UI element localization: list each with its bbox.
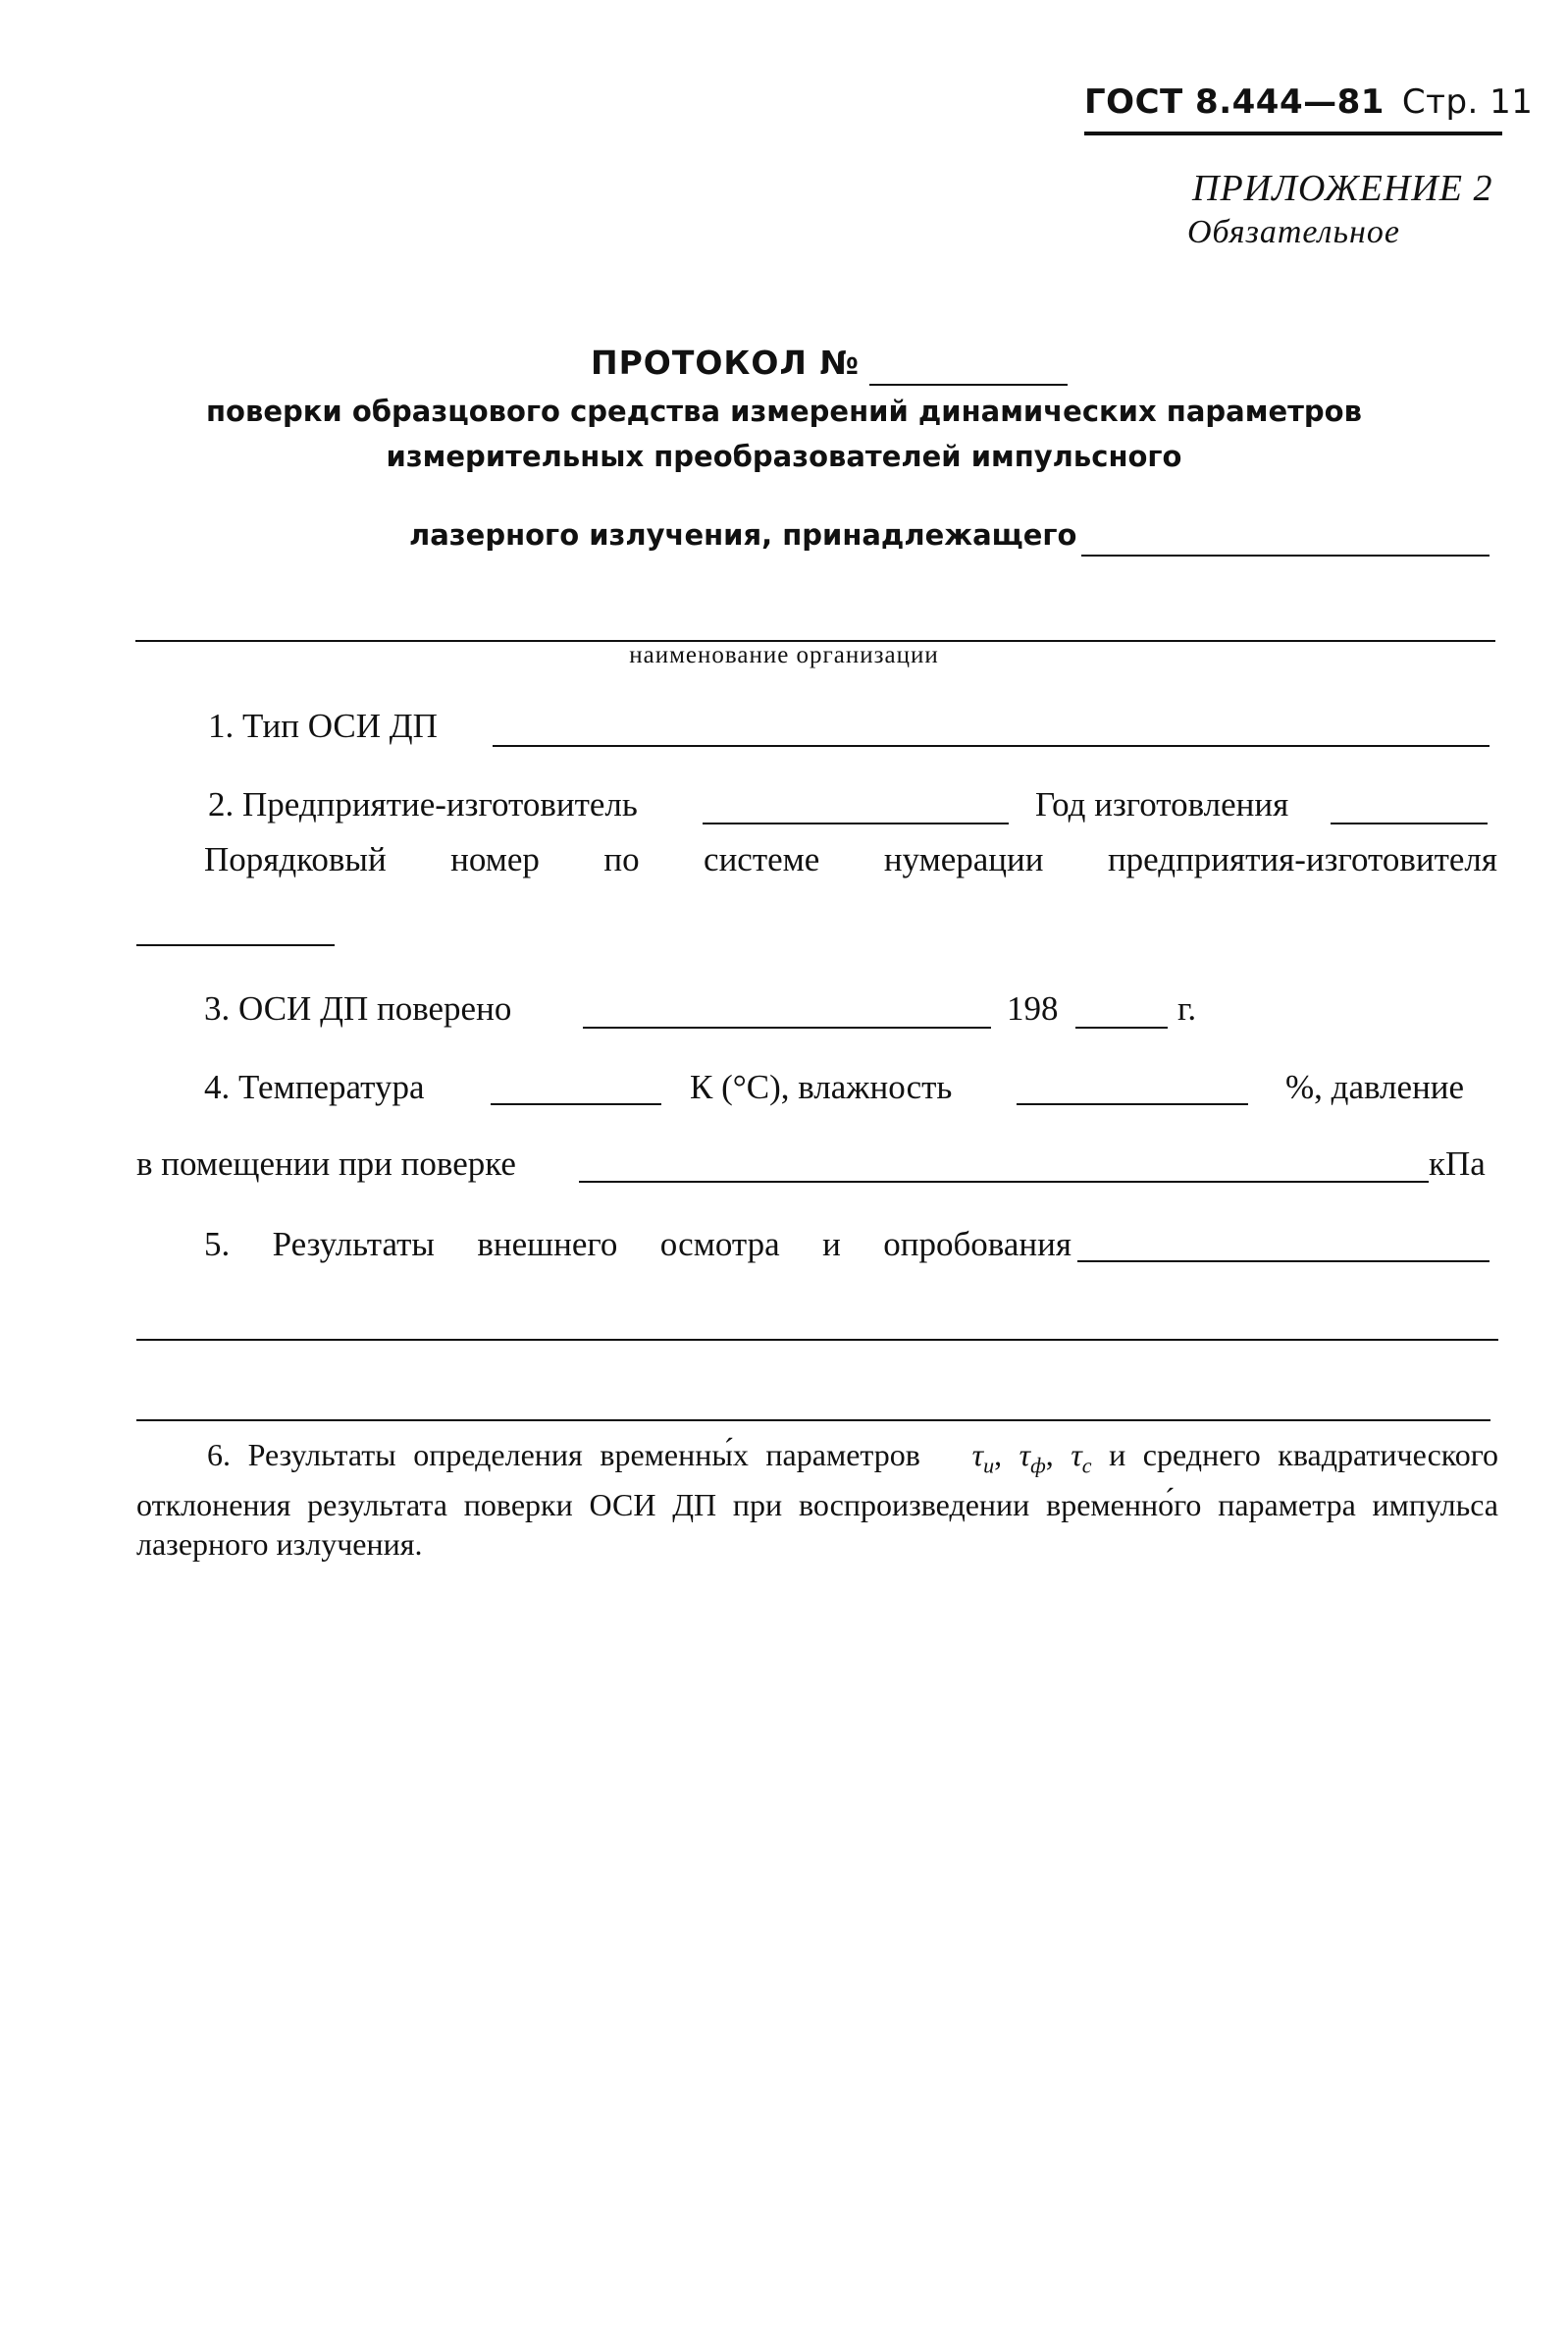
item-5-word: и (822, 1225, 841, 1263)
item-6-paragraph (136, 1435, 1498, 1564)
appendix-title: ПРИЛОЖЕНИЕ 2 (1192, 168, 1493, 209)
verification-date-blank[interactable] (583, 1027, 991, 1029)
year-suffix: г. (1177, 989, 1197, 1028)
pressure-unit: кПа (1429, 1144, 1486, 1183)
organization-caption: наименование организации (629, 642, 939, 668)
tau-c-symbol: $\tau_c$ (1071, 1437, 1092, 1478)
serial-word: предприятия-изготовителя (1107, 840, 1497, 878)
year-prefix: 198 (1007, 989, 1059, 1028)
header-rule (1084, 132, 1502, 135)
protocol-number-blank[interactable] (869, 384, 1068, 386)
serial-number-label (204, 840, 1497, 879)
inspection-results-blank[interactable] (1077, 1260, 1490, 1262)
serial-word: системе (704, 840, 820, 878)
item-5-word: опробования (883, 1225, 1071, 1263)
protocol-title: ПРОТОКОЛ № (591, 344, 861, 382)
item-2-year-label: Год изготовления (1035, 785, 1289, 824)
serial-word: Порядковый (204, 840, 387, 878)
item-6-text: 6. Результаты определения временны́х параметров $\tau_и$, $\tau_ф$, $\tau_c$ и среднего квадратического отклонения результата поверки ОСИ ДП при воспроизведении временно́го параметра импульса лазерного излучения. (136, 1437, 1499, 1563)
protocol-subtitle-line-3: лазерного излучения, принадлежащего (409, 518, 1077, 552)
item-4-humidity-label: К (°С), влажность (690, 1068, 953, 1106)
pressure-blank[interactable] (579, 1181, 1429, 1183)
item-6-part-1: 6. Результаты определения временны́х параметров (207, 1437, 920, 1472)
verification-year-blank[interactable] (1075, 1027, 1168, 1029)
item-5-word: Результаты (272, 1225, 435, 1263)
inspection-results-blank-line-3[interactable] (136, 1419, 1490, 1421)
appendix-note: Обязательное (1187, 214, 1400, 250)
tau-f-symbol: $\tau_ф$ (1019, 1437, 1046, 1478)
item-4-temperature-label: 4. Температура (204, 1068, 425, 1106)
document-header (1084, 82, 1533, 122)
tau-i-symbol: $\tau_и$ (971, 1437, 995, 1478)
standard-number: ГОСТ 8.444—81 (1084, 82, 1385, 122)
protocol-subtitle-line-2: измерительных преобразователей импульсного (386, 440, 1182, 473)
item-3-label: 3. ОСИ ДП поверено (204, 989, 512, 1028)
item-5-word: 5. (204, 1225, 231, 1263)
type-blank[interactable] (493, 745, 1490, 747)
owner-blank[interactable] (1081, 555, 1490, 557)
humidity-blank[interactable] (1017, 1103, 1248, 1105)
serial-word: нумерации (883, 840, 1044, 878)
temperature-blank[interactable] (491, 1103, 661, 1105)
item-5-word: осмотра (659, 1225, 780, 1263)
item-4-pressure-label: %, давление (1285, 1068, 1465, 1106)
serial-number-blank[interactable] (136, 944, 335, 946)
serial-word: по (603, 840, 640, 878)
item-4-room-label: в помещении при поверке (136, 1144, 516, 1183)
protocol-subtitle-line-1: поверки образцового средства измерений динамических параметров (206, 395, 1362, 428)
item-5-word: внешнего (477, 1225, 618, 1263)
manufacture-year-blank[interactable] (1331, 823, 1488, 824)
item-2-maker-label: 2. Предприятие-изготовитель (208, 785, 638, 824)
item-1-label: 1. Тип ОСИ ДП (208, 707, 438, 745)
maker-blank[interactable] (703, 823, 1009, 824)
inspection-results-blank-line-2[interactable] (136, 1339, 1498, 1341)
serial-word: номер (450, 840, 540, 878)
page-number: Стр. 11 (1401, 82, 1534, 122)
item-6-part-2: и среднего квадратического отклонения результата поверки ОСИ ДП при воспроизведении временно́го параметра импульса лазерного излучения. (136, 1437, 1499, 1563)
item-5-label (204, 1225, 1071, 1264)
